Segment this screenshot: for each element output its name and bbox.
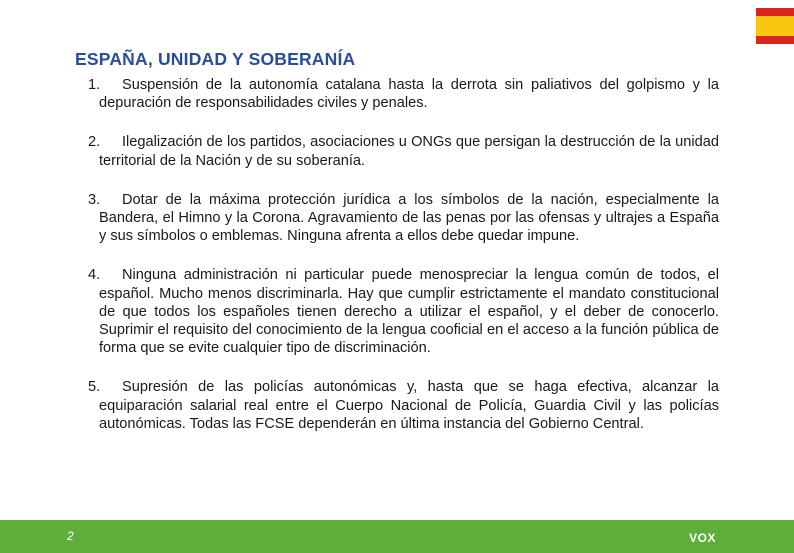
brand-logo: VOX [689,531,716,545]
spain-flag-icon [756,8,794,44]
flag-red-band-top [756,8,794,16]
item-text: Suspensión de la autonomía catalana hasta la derrota sin paliativos del golpismo y la depuración de responsabilidades civiles y penales. [99,77,719,112]
section-heading: ESPAÑA, UNIDAD Y SOBERANÍA [75,49,356,69]
list-item [88,266,719,357]
list-item [88,133,719,169]
item-number: 1. [88,77,101,93]
item-number: 4. [88,267,101,284]
list-item [88,191,719,246]
item-text: Supresión de las policías autonómicas y, hasta que se haga efectiva, alcanzar la equiparación salarial real entre el Cuerpo Nacional de Policía, Guardia Civil y las policías autonómicas. Todas las FCSE dependerán en última instancia del Gobierno Central. [99,379,719,432]
page-footer [0,520,794,553]
item-text: Dotar de la máxima protección jurídica a los símbolos de la nación, especialmente la Bandera, el Himno y la Corona. Agravamiento de las penas por las ofensas y ultrajes a España y sus símbolos o emblemas. Ninguna afrenta a ellos debe quedar impune. [99,191,719,245]
item-number: 5. [88,379,101,396]
item-number: 2. [88,134,101,151]
proposal-list [88,76,719,433]
list-item [88,76,719,112]
item-text: Ilegalización de los partidos, asociaciones u ONGs que persigan la destrucción de la unidad territorial de la Nación y de su soberanía. [99,134,719,169]
flag-yellow-band [756,16,794,36]
item-number: 3. [88,191,101,208]
page-number: 2 [67,529,74,543]
list-item [88,378,719,433]
item-text: Ninguna administración ni particular puede menospreciar la lengua común de todos, el español. Mucho menos discriminarla. Hay que cumplir estrictamente el mandato constitucional de que todos los españoles tienen derecho a utilizar el español, y el deber de conocerlo. Suprimir el requisito del conocimiento de la lengua cooficial en el acceso a la función pública de forma que se evite cualquier tipo de discriminación. [99,267,719,357]
flag-red-band-bottom [756,36,794,44]
